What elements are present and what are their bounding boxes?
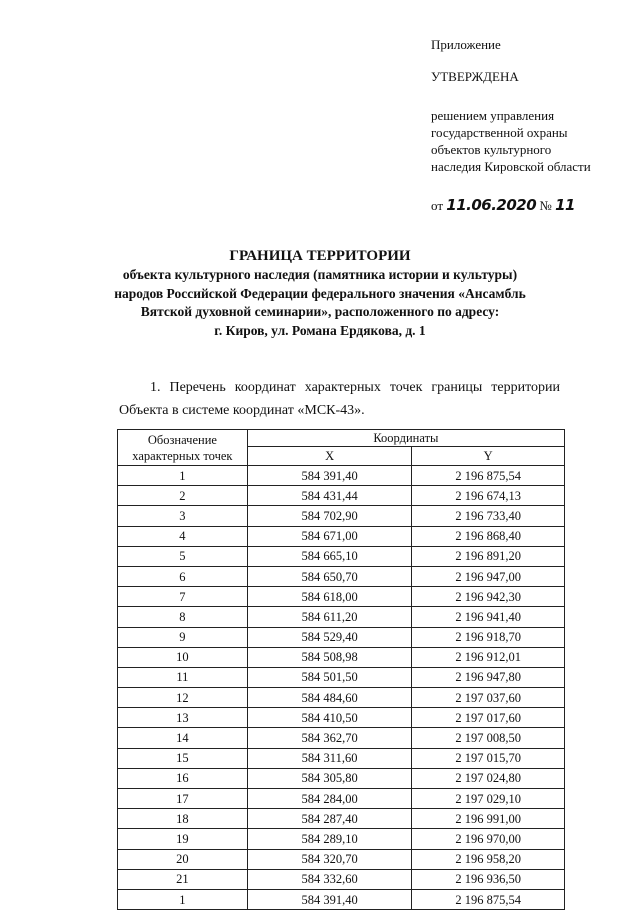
coord-x: 584 362,70 [247, 728, 412, 748]
header-points-line-1: Обозначение [147, 432, 217, 447]
coord-y: 2 196 970,00 [412, 829, 565, 849]
point-id: 9 [118, 627, 248, 647]
point-id: 18 [118, 809, 248, 829]
heading-line-1: объекта культурного наследия (памятника истории и культуры) [122, 267, 518, 282]
coord-y: 2 196 936,50 [412, 869, 565, 889]
number-label: № [539, 198, 552, 213]
point-id: 19 [118, 829, 248, 849]
coord-y: 2 196 912,01 [412, 647, 565, 667]
coord-y: 2 196 733,40 [412, 506, 565, 526]
header-points-line-2: характерных точек [132, 448, 233, 463]
coord-y: 2 197 024,80 [412, 768, 565, 788]
coord-x: 584 611,20 [247, 607, 412, 627]
table-row [118, 647, 565, 667]
attachment-label: Приложение [431, 37, 501, 52]
point-id: 17 [118, 789, 248, 809]
table-row [118, 466, 565, 486]
coord-y: 2 197 008,50 [412, 728, 565, 748]
point-id: 16 [118, 768, 248, 788]
heading-line-3: Вятской духовной семинарии», расположенного по адресу: [140, 304, 500, 319]
point-id: 10 [118, 647, 248, 667]
coord-y: 2 197 029,10 [412, 789, 565, 809]
handwritten-number: 11 [555, 196, 575, 214]
table-row [118, 849, 565, 869]
coord-x: 584 431,44 [247, 486, 412, 506]
table-row [118, 587, 565, 607]
coord-x: 584 284,00 [247, 789, 412, 809]
header-points [118, 430, 248, 466]
coord-x: 584 391,40 [247, 889, 412, 909]
table-row [118, 708, 565, 728]
table-row [118, 486, 565, 506]
document-heading [0, 247, 640, 340]
table-row [118, 546, 565, 566]
coordinates-table [117, 429, 565, 910]
point-id: 8 [118, 607, 248, 627]
coord-x: 584 671,00 [247, 526, 412, 546]
coord-x: 584 287,40 [247, 809, 412, 829]
document-title: ГРАНИЦА ТЕРРИТОРИИ [229, 248, 411, 264]
coord-y: 2 196 875,54 [412, 889, 565, 909]
coord-y: 2 196 991,00 [412, 809, 565, 829]
table-row [118, 809, 565, 829]
table-row [118, 667, 565, 687]
table-row [118, 748, 565, 768]
point-id: 6 [118, 566, 248, 586]
coord-x: 584 508,98 [247, 647, 412, 667]
coord-y: 2 196 941,40 [412, 607, 565, 627]
approval-block [431, 36, 631, 214]
coord-x: 584 289,10 [247, 829, 412, 849]
point-id: 4 [118, 526, 248, 546]
coord-y: 2 196 891,20 [412, 546, 565, 566]
date-number-line [431, 197, 631, 214]
coord-x: 584 501,50 [247, 667, 412, 687]
coord-y: 2 196 868,40 [412, 526, 565, 546]
coord-x: 584 410,50 [247, 708, 412, 728]
decision-line-2: государственной охраны [431, 125, 568, 140]
coord-x: 584 332,60 [247, 869, 412, 889]
table-row [118, 889, 565, 909]
point-id: 11 [118, 667, 248, 687]
coord-y: 2 196 674,13 [412, 486, 565, 506]
coord-x: 584 665,10 [247, 546, 412, 566]
coord-y: 2 196 958,20 [412, 849, 565, 869]
table-row [118, 607, 565, 627]
handwritten-date: 11.06.2020 [446, 196, 537, 214]
point-id: 15 [118, 748, 248, 768]
point-id: 1 [118, 466, 248, 486]
point-id: 3 [118, 506, 248, 526]
coord-x: 584 650,70 [247, 566, 412, 586]
coord-y: 2 197 017,60 [412, 708, 565, 728]
table-row [118, 526, 565, 546]
decision-line-3: объектов культурного [431, 142, 552, 157]
heading-address: г. Киров, ул. Романа Ердякова, д. 1 [214, 322, 426, 338]
paragraph-line-1: 1. Перечень координат характерных точек границы территории [150, 380, 560, 395]
point-id: 5 [118, 546, 248, 566]
coord-y: 2 197 037,60 [412, 688, 565, 708]
date-prefix: от [431, 198, 444, 213]
table-row [118, 869, 565, 889]
decision-line-1: решением управления [431, 108, 555, 123]
point-id: 14 [118, 728, 248, 748]
heading-line-2: народов Российской Федерации федерального значения «Ансамбль [114, 285, 526, 301]
table-row [118, 728, 565, 748]
section-paragraph [119, 376, 560, 422]
coord-x: 584 311,60 [247, 748, 412, 768]
table-row [118, 566, 565, 586]
point-id: 2 [118, 486, 248, 506]
header-y: Y [412, 447, 565, 466]
coord-y: 2 196 875,54 [412, 466, 565, 486]
coord-y: 2 196 947,80 [412, 667, 565, 687]
point-id: 13 [118, 708, 248, 728]
paragraph-line-2: Объекта в системе координат «МСК-43». [119, 403, 365, 418]
table-row [118, 506, 565, 526]
point-id: 7 [118, 587, 248, 607]
coord-x: 584 305,80 [247, 768, 412, 788]
table-row [118, 627, 565, 647]
coord-x: 584 484,60 [247, 688, 412, 708]
point-id: 21 [118, 869, 248, 889]
coord-y: 2 197 015,70 [412, 748, 565, 768]
coord-y: 2 196 947,00 [412, 566, 565, 586]
header-coordinates: Координаты [247, 430, 564, 447]
table-row [118, 789, 565, 809]
approved-label: УТВЕРЖДЕНА [431, 69, 519, 84]
coord-x: 584 320,70 [247, 849, 412, 869]
coord-y: 2 196 918,70 [412, 627, 565, 647]
coord-x: 584 529,40 [247, 627, 412, 647]
coord-x: 584 618,00 [247, 587, 412, 607]
header-x: X [247, 447, 412, 466]
table-row [118, 688, 565, 708]
decision-line-4: наследия Кировской области [431, 159, 591, 174]
table-row [118, 768, 565, 788]
coord-y: 2 196 942,30 [412, 587, 565, 607]
coord-x: 584 702,90 [247, 506, 412, 526]
point-id: 20 [118, 849, 248, 869]
table-row [118, 829, 565, 849]
coordinates-body [118, 466, 565, 910]
point-id: 1 [118, 889, 248, 909]
coord-x: 584 391,40 [247, 466, 412, 486]
point-id: 12 [118, 688, 248, 708]
